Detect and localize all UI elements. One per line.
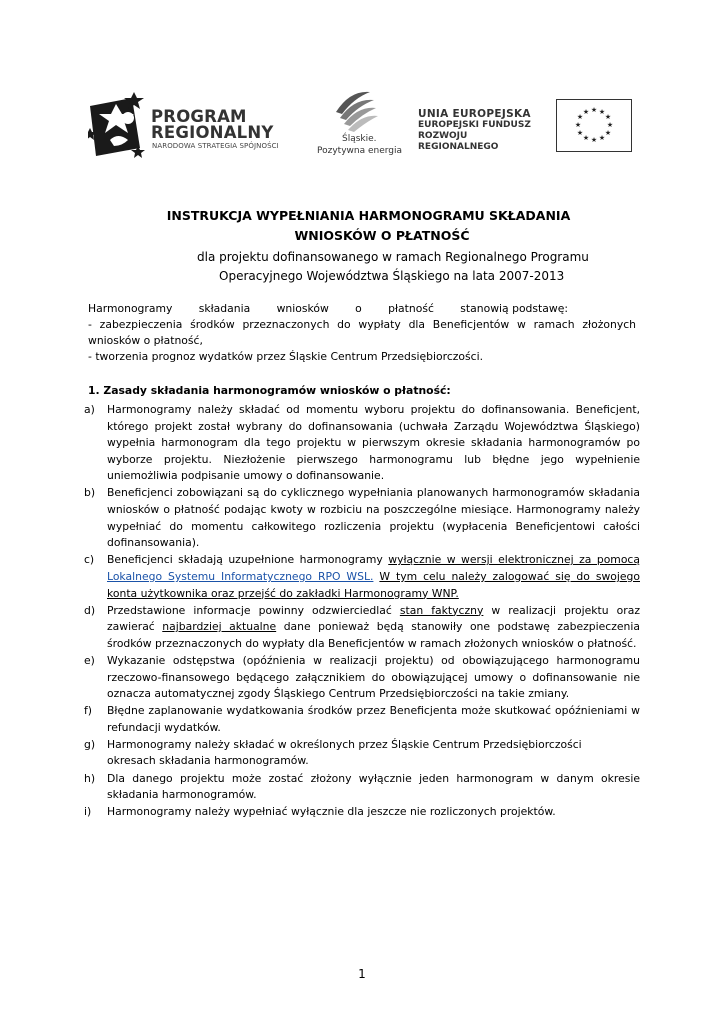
svg-text:★: ★ xyxy=(604,113,612,121)
list-item-text: Harmonogramy należy wypełniać wyłącznie dla jeszcze nie rozliczonych projektów. xyxy=(107,805,556,819)
program-regionalny-logo xyxy=(88,88,308,160)
section-heading: 1. Zasady składania harmonogramów wniosków o płatność: xyxy=(88,384,451,397)
underlined-text: stan faktyczny xyxy=(399,603,484,617)
list-marker: h) xyxy=(84,771,96,785)
list-item xyxy=(84,402,640,485)
list-item xyxy=(84,804,640,821)
list-marker: d) xyxy=(84,603,96,617)
slaskie-logo-line2: Pozytywna energia xyxy=(317,146,403,156)
list-marker: c) xyxy=(84,553,95,567)
list-marker: g) xyxy=(84,737,96,751)
eu-stars-icon xyxy=(557,100,631,151)
eu-logo-text xyxy=(418,108,548,153)
svg-text:★: ★ xyxy=(582,134,590,142)
text-span: Beneficjenci składają uzupełnione harmonogramy xyxy=(107,553,389,567)
list-item xyxy=(84,771,640,804)
underlined-text: najbardziej aktualne xyxy=(162,620,277,634)
program-logo-line2: REGIONALNY xyxy=(151,123,274,142)
svg-text:★: ★ xyxy=(590,106,598,114)
list-item-text xyxy=(107,552,640,602)
svg-text:★: ★ xyxy=(598,108,606,116)
svg-text:★: ★ xyxy=(598,134,606,142)
document-subtitle-line1: dla projektu dofinansowanego w ramach Regionalnego Programu xyxy=(197,250,589,264)
program-logo-line1: PROGRAM xyxy=(151,107,247,126)
basis-word: o xyxy=(355,302,362,315)
list-item-text: Wykazanie odstępstwa (opóźnienia w realizacji projektu) od obowiązującego harmonogramu rzeczowo-finansowego będącego załącznikiem do obowiązującej umowy o dofinansowanie nie oznacza automatycznej zgody Śląskiego Centrum Przedsiębiorczości na takie zmiany. xyxy=(107,653,640,701)
list-item xyxy=(84,485,640,551)
basis-word: stanowią podstawę: xyxy=(460,302,568,315)
svg-text:★: ★ xyxy=(606,121,614,129)
program-star-icon xyxy=(88,88,150,160)
svg-text:★: ★ xyxy=(574,121,582,129)
document-subtitle-line2: Operacyjnego Województwa Śląskiego na lata 2007-2013 xyxy=(219,269,565,283)
basis-word: składania xyxy=(198,302,251,315)
list-item xyxy=(84,703,640,736)
list-item-text: Przedstawione informacje powinny odzwierciedlać stan faktyczny w realizacji projektu oraz zawierać najbardziej aktualne dane ponieważ będą stanowiły one podstawę zabezpieczenia środków przeznaczonych do wypłaty dla Beneficjentów w ramach złożonych wniosków o płatność. xyxy=(107,603,640,650)
svg-text:★: ★ xyxy=(576,129,584,137)
list-item-text: Beneficjenci zobowiązani są do cyklicznego wypełniania planowanych harmonogramów składania wniosków o płatność podając kwoty w rozbiciu na poszczególne miesiące. Harmonogramy należy wypełniać do momentu całkowitego rozliczenia projektu (wypłacenia Beneficjentowi całości dofinansowania). xyxy=(107,486,640,550)
list-item xyxy=(84,552,640,602)
slaskie-waves-icon xyxy=(332,88,378,132)
list-marker: a) xyxy=(84,403,95,416)
list-marker: f) xyxy=(84,704,93,718)
slaskie-logo-line1: Śląskie. xyxy=(342,134,377,144)
list-marker: i) xyxy=(84,805,92,819)
list-item-text: Błędne zaplanowanie wydatkowania środków przez Beneficjenta może skutkować opóźnieniami w refundacji wydatków. xyxy=(107,704,640,734)
eu-logo-line1: UNIA EUROPEJSKA xyxy=(418,108,531,120)
page-number: 1 xyxy=(358,967,366,981)
list-item xyxy=(84,653,640,703)
list-item xyxy=(84,737,640,770)
basis-word: Harmonogramy xyxy=(88,302,173,315)
list-marker: e) xyxy=(84,653,95,667)
list-item xyxy=(84,603,640,653)
list-item-text: Harmonogramy należy składać w określonych przez Śląskie Centrum Przedsiębiorczości okresach składania harmonogramów. xyxy=(107,737,582,768)
svg-text:★: ★ xyxy=(604,129,612,137)
program-logo-line3: NARODOWA STRATEGIA SPÓJNOŚCI xyxy=(152,142,279,150)
svg-text:★: ★ xyxy=(576,113,584,121)
list-marker: b) xyxy=(84,486,96,500)
basis-item-1: - zabezpieczenia środków przeznaczonych do wypłaty dla Beneficjentów w ramach złożonych wniosków o płatność, xyxy=(88,318,636,347)
eu-logo-line2: EUROPEJSKI FUNDUSZ xyxy=(418,120,531,130)
basis-paragraph xyxy=(88,301,636,365)
svg-text:★: ★ xyxy=(582,108,590,116)
rules-list xyxy=(84,402,640,821)
document-title-line2: WNIOSKÓW O PŁATNOŚĆ xyxy=(294,228,470,243)
underlined-text: W tym celu należy zalogować się do swojego konta użytkownika oraz przejść do zakładki Harmonogramy WNP. xyxy=(107,569,640,600)
basis-intro xyxy=(88,301,568,317)
basis-item-2: - tworzenia prognoz wydatków przez Śląskie Centrum Przedsiębiorczości. xyxy=(88,350,484,363)
lsi-link[interactable]: Lokalnego Systemu Informatycznego RPO WSL. xyxy=(107,569,374,583)
eu-flag-icon xyxy=(556,99,632,152)
underlined-text: wyłącznie w wersji elektronicznej za pomocą xyxy=(388,553,640,567)
document-title-line1: INSTRUKCJA WYPEŁNIANIA HARMONOGRAMU SKŁADANIA xyxy=(166,208,571,223)
svg-text:★: ★ xyxy=(590,136,598,144)
list-item-text: Dla danego projektu może zostać złożony wyłącznie jeden harmonogram w danym okresie składania harmonogramów. xyxy=(107,771,640,802)
list-item-text: Harmonogramy należy składać od momentu wyboru projektu do dofinansowania. Beneficjent, którego projekt został wybrany do dofinansowania (uchwała Zarządu Województwa Śląskiego) wypełnia harmonogram dla tego projektu w pierwszym okresie składania harmonogramów po wyborze projektu. Niezłożenie pierwszego harmonogramu lub błędne jego wypełnienie uniemożliwia podpisanie umowy o dofinansowanie. xyxy=(107,403,640,483)
eu-logo-line3: ROZWOJU REGIONALNEGO xyxy=(418,131,499,152)
basis-word: wniosków xyxy=(276,302,329,315)
basis-word: płatność xyxy=(388,302,434,315)
slaskie-logo xyxy=(312,88,402,160)
